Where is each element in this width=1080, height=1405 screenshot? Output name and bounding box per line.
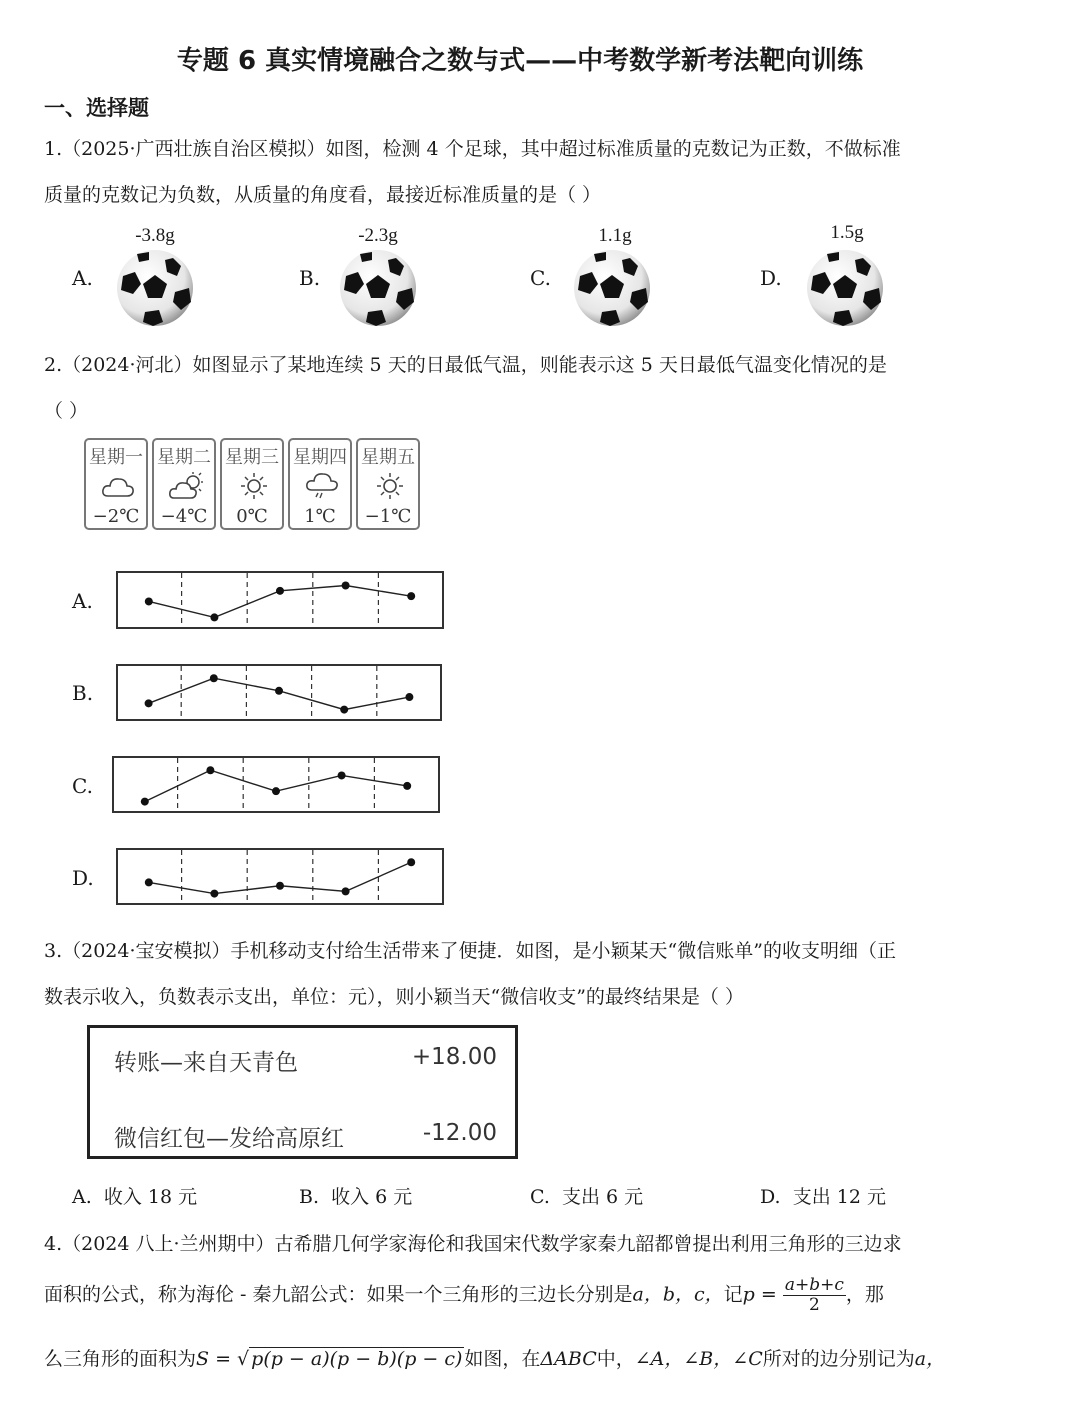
q2-option-c-chart[interactable] — [112, 756, 440, 813]
q2-option-b-label[interactable]: B. — [72, 681, 94, 705]
chart-point — [276, 882, 284, 890]
chart-point — [407, 858, 415, 866]
q1-option-a-label[interactable]: A. — [72, 266, 93, 290]
chart-point — [403, 782, 411, 790]
q4-fraction — [783, 1276, 846, 1315]
weather-card-wednesday — [220, 438, 284, 530]
section-heading: 一、选择题 — [44, 96, 149, 120]
q4-var-a: a， — [914, 1348, 946, 1370]
q2-option-c-label[interactable]: C. — [72, 774, 93, 798]
weather-card-thursday — [288, 438, 352, 530]
q2-option-d-chart[interactable] — [116, 848, 444, 905]
sqrt-sign: √ — [237, 1348, 250, 1370]
chart-point — [145, 597, 153, 605]
q4-text-line1: 4.（2024 八上·兰州期中）古希腊几何学家海伦和我国宋代数学家秦九韶都曾提出利用三角形的三边求 — [44, 1233, 902, 1255]
q3-option-b[interactable] — [299, 1182, 412, 1209]
option-label: A. — [72, 1186, 92, 1208]
q4-line3-text: 中， — [596, 1348, 635, 1370]
partly-cloudy-icon — [168, 470, 204, 502]
q2-text-line1: 2.（2024·河北）如图显示了某地连续 5 天的日最低气温，则能表示这 5 天日最低气温变化情况的是 — [44, 354, 887, 376]
soccer-ball-icon — [115, 248, 195, 328]
option-text: 收入 18 元 — [103, 1186, 198, 1208]
q4-angles: ∠A，∠B，∠C — [634, 1348, 763, 1370]
chart-point — [210, 674, 218, 682]
chart-frame — [113, 757, 439, 812]
q4-line3-text: 如图，在 — [464, 1348, 541, 1370]
weather-day: 星期一 — [89, 447, 143, 468]
q4-line2-text: 面积的公式，称为海伦 - 秦九韶公式：如果一个三角形的三边长分别是 — [44, 1283, 633, 1306]
q1-text-line1: 1.（2025·广西壮族自治区模拟）如图，检测 4 个足球，其中超过标准质量的克数记为正数，不做标准 — [44, 138, 901, 160]
chart-point — [338, 771, 346, 779]
q1-option-b-weight: -2.3g — [358, 225, 398, 246]
chart-point — [145, 699, 153, 707]
q1-text-line2: 质量的克数记为负数，从质量的角度看，最接近标准质量的是（ ） — [44, 184, 602, 206]
q3-text-line1: 3.（2024·宝安模拟）手机移动支付给生活带来了便捷．如图，是小颖某天“微信账单”的收支明细（正 — [44, 940, 896, 962]
option-label: B. — [299, 1186, 320, 1208]
cloud-icon — [100, 470, 136, 502]
chart-point — [342, 887, 350, 895]
weather-day: 星期二 — [157, 447, 211, 468]
option-text: 收入 6 元 — [331, 1186, 413, 1208]
chart-point — [276, 587, 284, 595]
weather-temp: 1℃ — [304, 506, 336, 527]
chart-point — [210, 613, 218, 621]
weather-temp: −1℃ — [364, 506, 412, 527]
q2-option-d-label[interactable]: D. — [72, 866, 94, 890]
chart-point — [272, 787, 280, 795]
sun-icon — [236, 470, 272, 502]
q4-line2-text: ，那 — [845, 1283, 884, 1306]
chart-point — [407, 592, 415, 600]
q1-option-c-weight: 1.1g — [598, 225, 632, 246]
soccer-ball-icon — [338, 248, 418, 328]
q4-line3-text: 么三角形的面积为 — [44, 1348, 197, 1370]
soccer-ball-icon — [805, 248, 885, 328]
q4-line3-text: 所对的边分别记为 — [762, 1348, 915, 1370]
option-label: C. — [530, 1186, 550, 1208]
chart-point — [275, 687, 283, 695]
q4-vars: a，b，c， — [632, 1283, 724, 1306]
weather-day: 星期四 — [293, 447, 347, 468]
q1-option-d-label[interactable]: D. — [760, 266, 782, 290]
bill-amount: -12.00 — [422, 1120, 497, 1146]
q2-option-a-label[interactable]: A. — [72, 589, 93, 613]
q3-option-d[interactable] — [760, 1182, 886, 1209]
option-label: D. — [760, 1186, 781, 1208]
sun-icon — [372, 470, 408, 502]
q3-text-line2: 数表示收入，负数表示支出，单位：元），则小颖当天“微信收支”的最终结果是（ ） — [44, 986, 744, 1008]
page-title: 专题 6 真实情境融合之数与式——中考数学新考法靶向训练 — [176, 46, 864, 76]
q2-option-b-chart[interactable] — [116, 664, 442, 721]
bill-row — [114, 1120, 497, 1153]
bill-item: 转账—来自天青色 — [114, 1050, 298, 1076]
chart-frame — [117, 849, 443, 904]
chart-point — [141, 798, 149, 806]
weather-card-monday — [84, 438, 148, 530]
option-text: 支出 6 元 — [562, 1186, 644, 1208]
option-text: 支出 12 元 — [792, 1186, 886, 1208]
q4-triangle: ΔABC — [540, 1348, 597, 1370]
bill-item: 微信红包—发给高原红 — [114, 1126, 344, 1152]
q3-option-c[interactable] — [530, 1182, 643, 1209]
fraction-denominator: 2 — [808, 1295, 820, 1315]
sqrt-expression: p(p − a)(p − b)(p − c) — [251, 1348, 463, 1370]
q4-p-eq: p = — [742, 1283, 777, 1306]
q4-line2-text: 记 — [723, 1283, 743, 1306]
q1-option-c-label[interactable]: C. — [530, 266, 551, 290]
q1-option-d-weight: 1.5g — [830, 222, 864, 243]
chart-point — [405, 693, 413, 701]
q4-text-line3 — [44, 1344, 945, 1371]
chart-point — [210, 890, 218, 898]
weather-temp: 0℃ — [236, 506, 268, 527]
q4-s-eq: S = — [196, 1348, 231, 1370]
weather-day: 星期五 — [361, 447, 415, 468]
fraction-numerator: a+b+c — [784, 1275, 844, 1295]
q3-option-a[interactable] — [72, 1182, 197, 1209]
wechat-bill-box — [87, 1025, 518, 1159]
q1-option-b-label[interactable]: B. — [299, 266, 321, 290]
chart-frame — [117, 572, 443, 628]
q1-option-a-weight: -3.8g — [135, 225, 175, 246]
weather-temp: −4℃ — [160, 506, 208, 527]
bill-amount: +18.00 — [411, 1044, 497, 1070]
q2-text-line2: （ ） — [44, 400, 89, 422]
rain-cloud-icon — [304, 470, 340, 502]
weather-temp: −2℃ — [92, 506, 140, 527]
bill-row — [114, 1044, 497, 1077]
chart-point — [206, 766, 214, 774]
weather-card-tuesday — [152, 438, 216, 530]
chart-point — [340, 706, 348, 714]
weather-day: 星期三 — [225, 447, 279, 468]
q2-option-a-chart[interactable] — [116, 571, 444, 629]
chart-point — [342, 582, 350, 590]
q4-text-line2 — [44, 1276, 884, 1315]
chart-point — [145, 878, 153, 886]
soccer-ball-icon — [572, 248, 652, 328]
weather-card-friday — [356, 438, 420, 530]
